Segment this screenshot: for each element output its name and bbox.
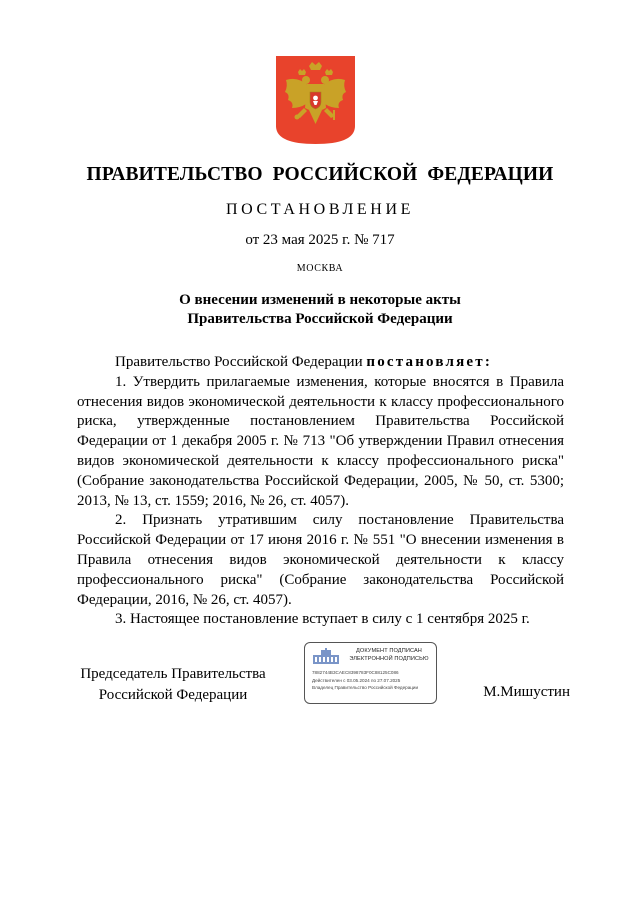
government-title: ПРАВИТЕЛЬСТВО РОССИЙСКОЙ ФЕДЕРАЦИИ: [86, 164, 554, 185]
stamp-heading-line-1: ДОКУМЕНТ ПОДПИСАН: [356, 648, 422, 654]
paragraph-3: 3. Настоящее постановление вступает в силу с 1 сентября 2025 г.: [115, 611, 530, 628]
paragraph-1: 1. Утвердить прилагаемые изменения, которые вносятся в Правила отнесения видов экономической деятельности к классу профессионального риска, утвержденные постановлением Правительства Российской Федерации от 1 декабря 2005 г. № 713 "Об утверждении Правил отнесения видов экономической деятельности к классу профессионального риска" (Собрание законодательства Российской Федерации, 2005, № 50, ст. 5300; 2013, № 13, ст. 1559; 2016, № 26, ст. 4057).: [77, 373, 564, 509]
intro-paragraph: [77, 353, 564, 373]
signer-title-line-2: Российской Федерации: [98, 687, 248, 703]
subject-line-2: Правительства Российской Федерации: [187, 311, 453, 327]
document-date-number: от 23 мая 2025 г. № 717: [245, 232, 395, 248]
government-building-icon: [312, 648, 340, 665]
signer-name: М.Мишустин: [483, 684, 570, 700]
signer-title: [74, 664, 272, 706]
document-type: ПОСТАНОВЛЕНИЕ: [226, 201, 414, 218]
stamp-heading: [343, 648, 435, 663]
paragraph-2: 2. Признать утратившим силу постановление Правительства Российской Федерации от 17 июня 2016 г. № 551 "О внесении изменения в Правила отнесения видов экономической деятельности к классу профессионального риска" (Собрание законодательства Российской Федерации, 2016, № 26, ст. 4057).: [77, 512, 564, 608]
signer-title-line-1: Председатель Правительства: [80, 666, 266, 682]
document-body: [77, 353, 564, 630]
stamp-certificate-serial: 7882744B3CAEC8398783F0C88125C086: [312, 670, 399, 675]
coat-of-arms-emblem: [276, 56, 355, 144]
intro-prefix: Правительство Российской Федерации: [115, 354, 367, 370]
stamp-owner: Владелец Правительство Российской Федерации: [312, 685, 419, 690]
electronic-signature-stamp: [304, 642, 437, 704]
decree-word: постановляет:: [366, 354, 493, 370]
subject-line-1: О внесении изменений в некоторые акты: [179, 292, 461, 308]
document-subject: [60, 291, 580, 329]
document-city: МОСКВА: [296, 263, 344, 274]
stamp-validity: Действителен с 03.05.2024 по 27.07.2025: [312, 678, 401, 683]
stamp-heading-line-2: ЭЛЕКТРОННОЙ ПОДПИСЬЮ: [349, 655, 429, 662]
